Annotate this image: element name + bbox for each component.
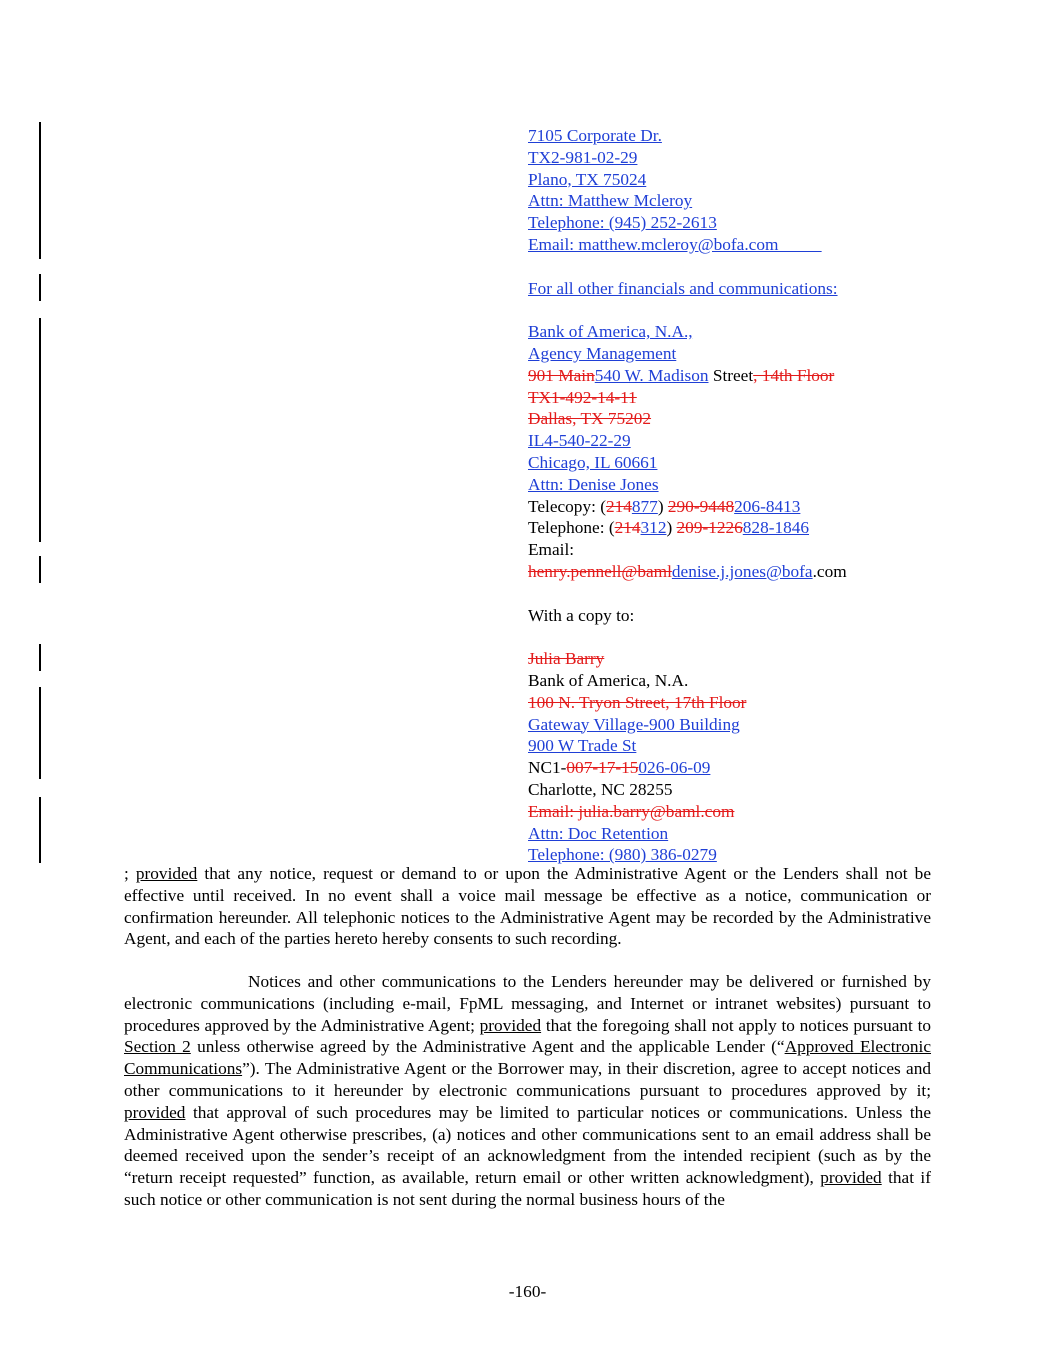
address-line: TX1-492-14-11 <box>528 387 637 407</box>
change-bar <box>39 644 41 671</box>
address-line: Gateway Village-900 Building <box>528 714 740 734</box>
address-heading: For all other financials and communications: <box>528 278 838 298</box>
address-line: TX2-981-02-29 <box>528 147 638 167</box>
address-line: Charlotte, NC 28255 <box>528 779 673 799</box>
address-line: Julia Barry <box>528 649 605 669</box>
address-line: NC1-007-17-15026-06-09 <box>528 758 711 778</box>
address-line: Bank of America, N.A., <box>528 322 693 342</box>
paragraph-notice-effective: ; provided that any notice, request or demand to or upon the Administrative Agent or the Lenders shall not be effective until received. In no event shall a voice mail message be effective as a notice, communication or confirmation hereunder. All telephonic notices to the Administrative Agent may be recorded by the Administrative Agent, and each of the parties hereto hereby consents to such recording. <box>124 864 931 949</box>
change-bar <box>39 556 41 583</box>
paragraph-electronic-communications: Notices and other communications to the Lenders hereunder may be delivered or furnished by electronic communications (including e-mail, FpML messaging, and Internet or intranet websites) pursuant to procedures approved by the Administrative Agent; provided that the foregoing shall not apply to notices pursuant to Section 2 unless otherwise agreed by the Administrative Agent and the applicable Lender (“Approved Electronic Communications”). The Administrative Agent or the Borrower may, in their discretion, agree to accept notices and other communications to it hereunder by electronic communications pursuant to procedures approved by it; provided that approval of such procedures may be limited to particular notices or communications. Unless the Administrative Agent otherwise prescribes, (a) notices and other communications sent to an email address shall be deemed received upon the sender’s receipt of an acknowledgment from the intended recipient (such as by the “return receipt requested” function, as available, return email or other written acknowledgment), provided that if such notice or other communication is not sent during the normal business hours of the <box>124 972 932 1209</box>
section-reference: Section 2 <box>124 1037 191 1057</box>
address-line: Email: julia.barry@baml.com <box>528 801 735 821</box>
page-number: -160- <box>508 1282 547 1301</box>
address-line: 901 Main540 W. Madison Street, 14th Floor <box>528 365 835 385</box>
change-bar <box>39 687 41 779</box>
address-line: Attn: Matthew Mcleroy <box>528 191 693 211</box>
address-line: Dallas, TX 75202 <box>528 409 652 429</box>
notice-address-block <box>528 125 1008 866</box>
address-line: Agency Management <box>528 343 677 363</box>
copy-heading: With a copy to: <box>528 605 635 625</box>
address-line: Email: matthew.mcleroy@bofa.com <box>528 234 822 254</box>
telecopy-line: Telecopy: (214877) 290-9448206-8413 <box>528 496 801 516</box>
change-bar <box>39 797 41 863</box>
address-line: Attn: Doc Retention <box>528 823 669 843</box>
address-line: Bank of America, N.A. <box>528 670 689 690</box>
address-line: IL4-540-22-29 <box>528 431 631 451</box>
address-line: Plano, TX 75024 <box>528 169 647 189</box>
address-line: Telephone: (945) 252-2613 <box>528 213 717 233</box>
change-bar <box>39 122 41 259</box>
email-line: henry.pennell@bamldenise.j.jones@bofa.com <box>528 561 847 581</box>
address-line: Attn: Denise Jones <box>528 474 659 494</box>
email-label: Email: <box>528 540 575 560</box>
address-line: 7105 Corporate Dr. <box>528 126 662 145</box>
change-bar <box>39 318 41 542</box>
change-bar <box>39 274 41 301</box>
address-line: Telephone: (980) 386-0279 <box>528 845 717 865</box>
defined-term: Approved Electronic Communications <box>124 1037 932 1079</box>
address-line: 900 W Trade St <box>528 736 637 756</box>
telephone-line: Telephone: (214312) 209-1226828-1846 <box>528 518 810 538</box>
address-line: 100 N. Tryon Street, 17th Floor <box>528 692 747 712</box>
address-line: Chicago, IL 60661 <box>528 452 658 472</box>
